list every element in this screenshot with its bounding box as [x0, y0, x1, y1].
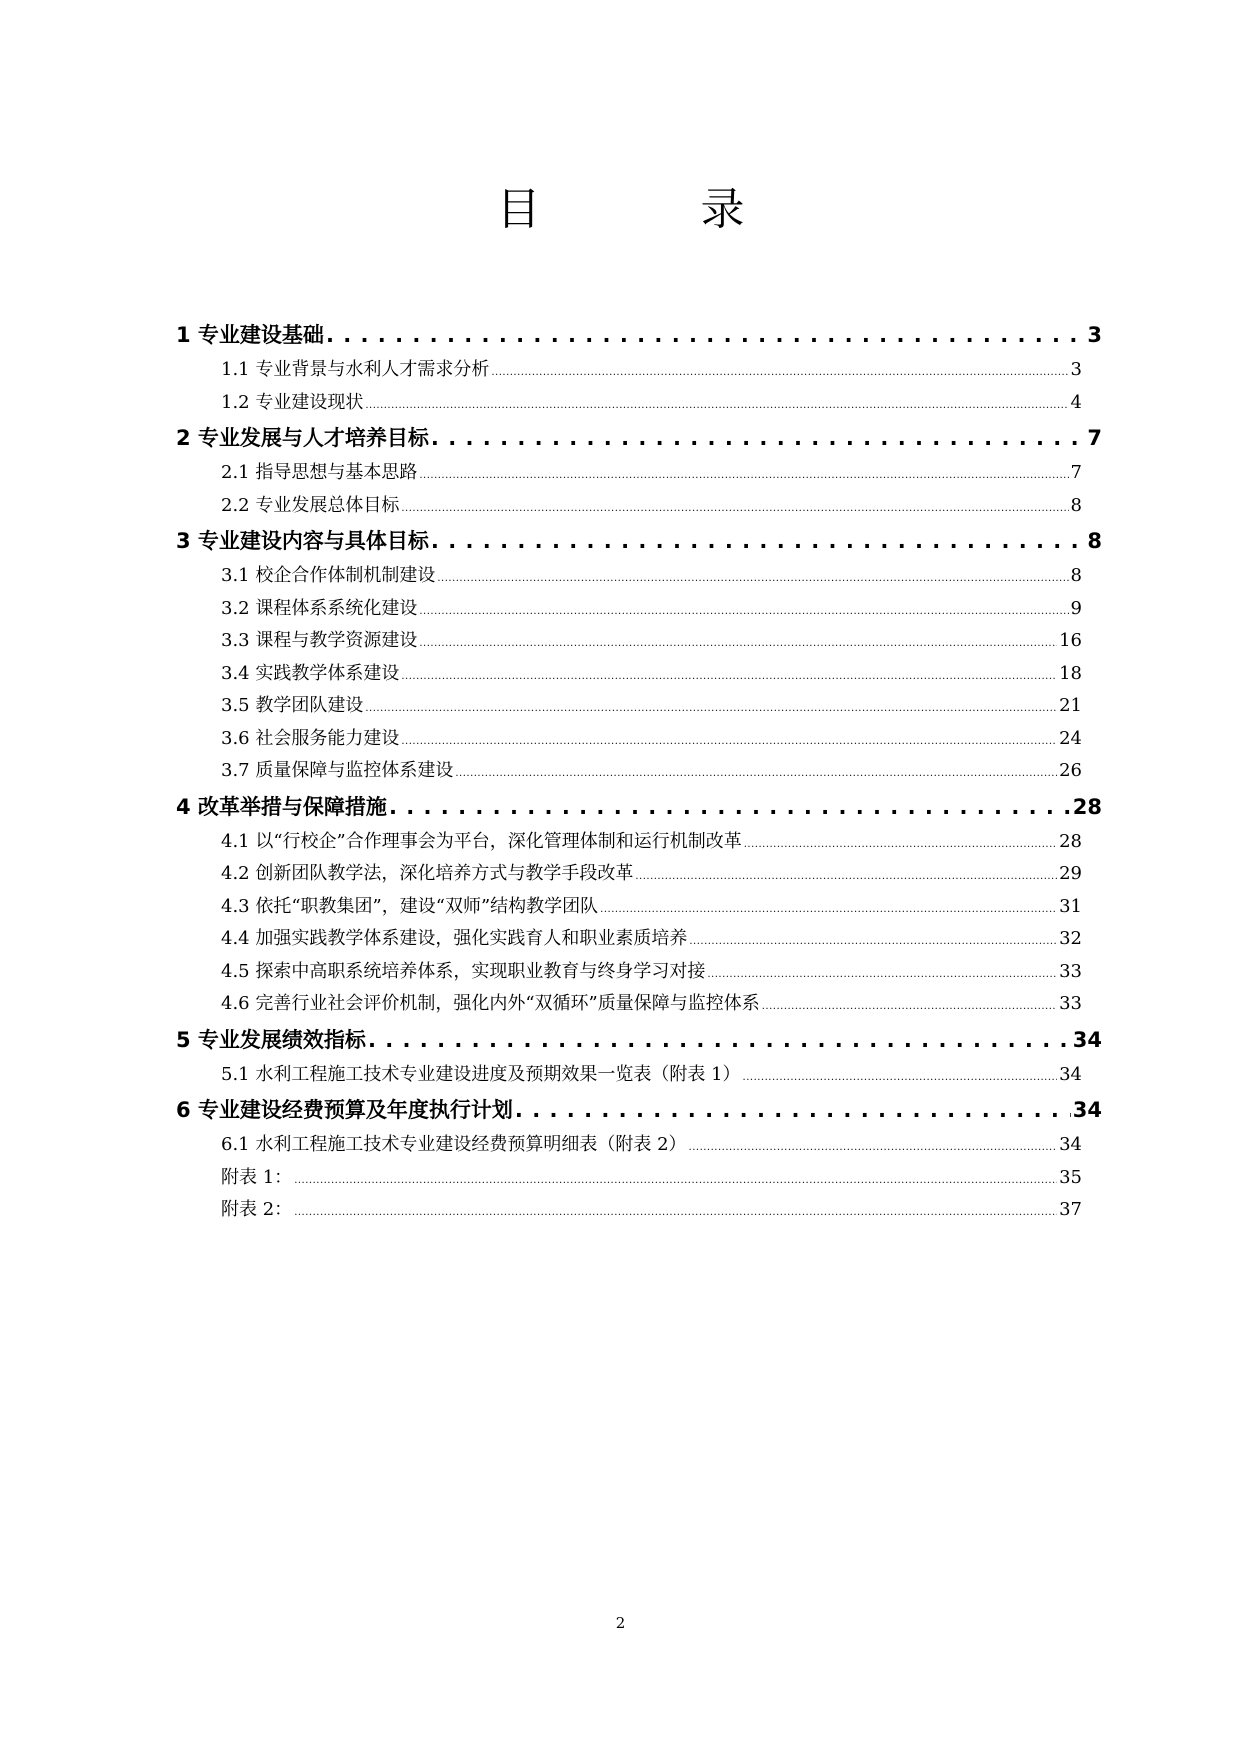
toc-entry-title: 3.4 实践教学体系建设	[221, 662, 400, 684]
toc-entry-title: 2 专业发展与人才培养目标	[176, 426, 429, 450]
table-of-contents	[176, 316, 1102, 1227]
toc-page-number: 34	[1059, 1134, 1082, 1155]
toc-dot-leader	[419, 593, 1068, 629]
toc-page-number: 33	[1059, 993, 1082, 1014]
toc-section-entry[interactable]	[176, 1162, 1102, 1195]
toc-dot-leader	[635, 858, 1057, 894]
toc-section-entry[interactable]	[176, 560, 1102, 593]
toc-dot-leader	[419, 625, 1057, 661]
toc-entry-title: 附表 2：	[221, 1199, 293, 1220]
toc-section-entry[interactable]	[176, 858, 1102, 891]
toc-section-entry[interactable]	[176, 1194, 1102, 1227]
toc-dot-leader	[743, 1059, 1058, 1095]
toc-dot-leader	[431, 419, 1085, 457]
toc-dot-leader	[437, 560, 1068, 596]
toc-entry-title: 2.2 专业发展总体目标	[221, 494, 400, 516]
toc-page-number: 8	[1070, 494, 1082, 516]
toc-entry-title: 4.2 创新团队教学法，深化培养方式与教学手段改革	[221, 863, 634, 884]
toc-dot-leader	[401, 658, 1057, 694]
toc-page-number: 31	[1059, 895, 1082, 917]
toc-chapter-entry[interactable]	[176, 1091, 1102, 1129]
toc-page-number: 3	[1087, 323, 1102, 347]
toc-dot-leader	[689, 1129, 1058, 1165]
toc-dot-leader	[762, 988, 1057, 1024]
toc-page-number: 34	[1059, 1063, 1082, 1085]
page-title: 目 录	[496, 184, 803, 235]
toc-entry-title: 3.5 教学团队建设	[221, 695, 364, 716]
toc-section-entry[interactable]	[176, 723, 1102, 756]
toc-dot-leader	[491, 354, 1068, 390]
toc-entry-title: 4.3 依托“职教集团”，建设“双师”结构教学团队	[221, 895, 599, 917]
toc-entry-title: 3 专业建设内容与具体目标	[176, 529, 429, 553]
toc-dot-leader	[294, 1162, 1057, 1198]
toc-entry-title: 4.5 探索中高职系统培养体系，实现职业教育与终身学习对接	[221, 960, 706, 982]
toc-entry-title: 5 专业发展绩效指标	[176, 1027, 366, 1052]
toc-section-entry[interactable]	[176, 387, 1102, 420]
toc-section-entry[interactable]	[176, 593, 1102, 626]
toc-dot-leader	[368, 1021, 1071, 1059]
toc-page-number: 35	[1059, 1166, 1082, 1188]
toc-section-entry[interactable]	[176, 1129, 1102, 1162]
toc-page-number: 28	[1059, 830, 1082, 852]
toc-page-number: 7	[1070, 462, 1082, 483]
toc-dot-leader	[515, 1091, 1071, 1129]
toc-page-number: 18	[1059, 662, 1082, 684]
toc-section-entry[interactable]	[176, 658, 1102, 691]
toc-page-number: 21	[1059, 695, 1082, 716]
toc-dot-leader	[431, 522, 1085, 560]
toc-dot-leader	[365, 690, 1057, 726]
toc-chapter-entry[interactable]	[176, 788, 1102, 826]
toc-page-number: 3	[1070, 359, 1082, 380]
toc-section-entry[interactable]	[176, 923, 1102, 956]
toc-dot-leader	[294, 1194, 1057, 1230]
toc-dot-leader	[401, 490, 1068, 526]
toc-entry-title: 1 专业建设基础	[176, 323, 324, 347]
toc-dot-leader	[326, 316, 1085, 354]
toc-entry-title: 3.1 校企合作体制机制建设	[221, 565, 436, 586]
toc-dot-leader	[600, 891, 1057, 927]
toc-page-number: 34	[1072, 1027, 1102, 1052]
toc-entry-title: 1.2 专业建设现状	[221, 391, 364, 413]
toc-section-entry[interactable]	[176, 891, 1102, 924]
toc-dot-leader	[419, 457, 1068, 493]
toc-page-number: 9	[1070, 597, 1082, 619]
toc-dot-leader	[401, 723, 1057, 759]
toc-chapter-entry[interactable]	[176, 522, 1102, 560]
toc-section-entry[interactable]	[176, 956, 1102, 989]
toc-page-number: 33	[1059, 960, 1082, 982]
toc-entry-title: 3.2 课程体系系统化建设	[221, 597, 418, 619]
toc-entry-title: 4.1 以“行校企”合作理事会为平台，深化管理体制和运行机制改革	[221, 830, 742, 852]
toc-entry-title: 4.6 完善行业社会评价机制，强化内外“双循环”质量保障与监控体系	[221, 993, 760, 1014]
toc-entry-title: 6 专业建设经费预算及年度执行计划	[176, 1098, 513, 1122]
toc-entry-title: 6.1 水利工程施工技术专业建设经费预算明细表（附表 2）	[221, 1134, 687, 1155]
toc-section-entry[interactable]	[176, 457, 1102, 490]
toc-page-number: 29	[1059, 863, 1082, 884]
toc-entry-title: 附表 1：	[221, 1166, 293, 1188]
toc-page-number: 32	[1059, 928, 1082, 949]
toc-chapter-entry[interactable]	[176, 419, 1102, 457]
toc-page-number: 8	[1070, 565, 1082, 586]
toc-page-number: 37	[1059, 1199, 1082, 1220]
toc-section-entry[interactable]	[176, 490, 1102, 523]
toc-page-number: 24	[1059, 727, 1082, 749]
toc-section-entry[interactable]	[176, 1059, 1102, 1092]
toc-page-number: 16	[1059, 630, 1082, 651]
toc-dot-leader	[744, 826, 1057, 862]
toc-entry-title: 3.3 课程与教学资源建设	[221, 630, 418, 651]
toc-entry-title: 3.6 社会服务能力建设	[221, 727, 400, 749]
toc-page-number: 28	[1072, 794, 1102, 819]
toc-section-entry[interactable]	[176, 690, 1102, 723]
toc-dot-leader	[689, 923, 1057, 959]
toc-entry-title: 4.4 加强实践教学体系建设，强化实践育人和职业素质培养	[221, 928, 688, 949]
toc-entry-title: 2.1 指导思想与基本思路	[221, 462, 418, 483]
toc-entry-title: 5.1 水利工程施工技术专业建设进度及预期效果一览表（附表 1）	[221, 1063, 741, 1085]
toc-dot-leader	[389, 788, 1071, 826]
toc-dot-leader	[707, 956, 1057, 992]
toc-page-number: 4	[1070, 391, 1082, 413]
toc-section-entry[interactable]	[176, 826, 1102, 859]
page-number: 2	[615, 1614, 626, 1632]
toc-entry-title: 1.1 专业背景与水利人才需求分析	[221, 359, 490, 380]
toc-entry-title: 4 改革举措与保障措施	[176, 794, 387, 819]
toc-chapter-entry[interactable]	[176, 1021, 1102, 1059]
toc-chapter-entry[interactable]	[176, 316, 1102, 354]
toc-dot-leader	[455, 755, 1057, 791]
toc-page-number: 8	[1087, 529, 1102, 553]
toc-section-entry[interactable]	[176, 625, 1102, 658]
toc-page-number: 34	[1072, 1098, 1102, 1122]
toc-section-entry[interactable]	[176, 354, 1102, 387]
toc-section-entry[interactable]	[176, 988, 1102, 1021]
toc-section-entry[interactable]	[176, 755, 1102, 788]
toc-page-number: 26	[1059, 760, 1082, 781]
toc-entry-title: 3.7 质量保障与监控体系建设	[221, 760, 454, 781]
toc-page-number: 7	[1087, 426, 1102, 450]
toc-dot-leader	[365, 387, 1068, 423]
